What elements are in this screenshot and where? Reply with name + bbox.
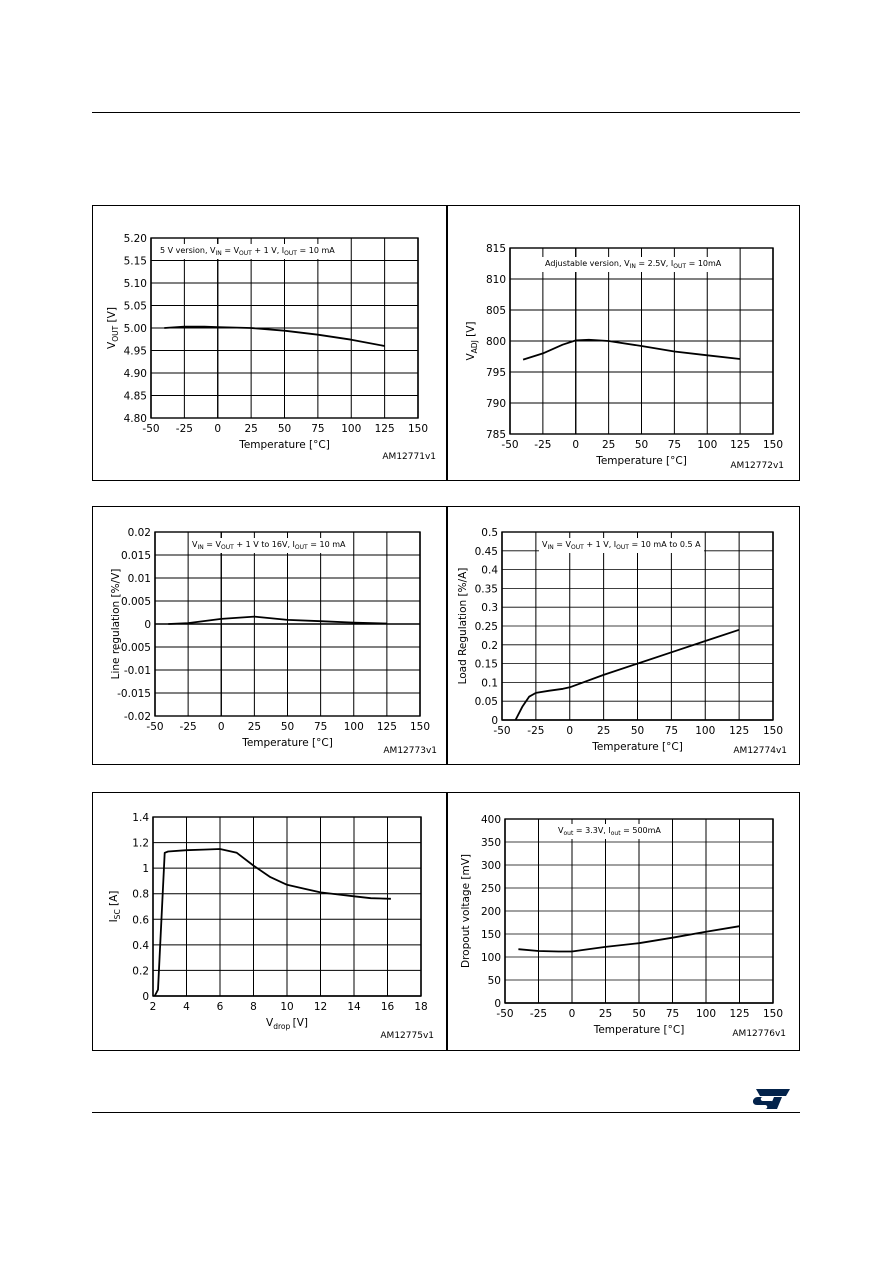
axis-label-text: [A] [108, 890, 120, 910]
y-tick-label: 815 [485, 243, 506, 255]
x-tick-label: -50 [146, 721, 164, 733]
y-tick-label: 5.00 [123, 323, 147, 335]
annotation-text: = 3.3V, I [573, 826, 611, 835]
y-tick-label: 0.2 [481, 639, 498, 652]
y-tick-label: 0.005 [120, 596, 151, 608]
y-tick-label: 805 [485, 305, 506, 317]
chart-6 [460, 814, 786, 1039]
annotation-text: = 10mA [686, 259, 722, 268]
y-axis-label [460, 854, 472, 968]
x-tick-label: 25 [596, 725, 611, 737]
y-tick-label: 0.02 [127, 527, 151, 539]
x-tick-label: 125 [730, 439, 751, 451]
x-tick-label: 100 [695, 725, 716, 737]
x-tick-label: 8 [250, 1001, 257, 1013]
axis-label-text: Temperature [°C] [596, 455, 687, 467]
axis-label-text: [V] [465, 321, 477, 341]
x-tick-label: 75 [313, 721, 328, 733]
annotation-text: + 1 V, I [583, 540, 617, 549]
axis-label-text: Temperature [°C] [592, 741, 683, 753]
x-tick-label: -25 [527, 725, 545, 737]
x-tick-label: -25 [529, 1008, 548, 1020]
x-axis-label [241, 737, 333, 749]
x-axis-label [593, 1024, 685, 1036]
x-tick-label: 0 [214, 423, 222, 435]
y-tick-label: 0 [142, 991, 149, 1003]
y-tick-label: 0.6 [132, 914, 149, 927]
x-tick-label: 150 [762, 1008, 784, 1020]
annotation-text: = 10 mA [307, 540, 346, 549]
st-logo [748, 1088, 790, 1110]
annotation-text: V [558, 826, 564, 835]
axis-label-text: V [106, 341, 118, 349]
y-tick-label: 4.95 [123, 345, 147, 358]
x-tick-label: 75 [665, 1008, 680, 1020]
annotation-text: = V [553, 540, 572, 549]
x-tick-label: 16 [380, 1001, 395, 1013]
y-tick-label: 0.35 [474, 583, 498, 596]
axis-label-text: [V] [106, 307, 118, 326]
footer-rule [92, 1112, 800, 1113]
y-tick-label: 5.05 [123, 300, 147, 313]
y-tick-label: 800 [485, 336, 506, 348]
y-tick-label: 4.80 [123, 413, 147, 425]
y-tick-label: 0.45 [474, 545, 498, 558]
y-axis-label [110, 569, 122, 680]
x-tick-label: -50 [142, 423, 160, 435]
x-tick-label: 150 [762, 725, 784, 737]
y-tick-label: 0.25 [474, 621, 498, 633]
y-tick-label: 1 [142, 863, 149, 876]
subscript: SC [113, 909, 122, 920]
x-axis-label [266, 1017, 308, 1031]
x-tick-label: 25 [244, 423, 258, 435]
subscript: IN [629, 263, 636, 270]
subscript: drop [273, 1022, 293, 1031]
x-tick-label: 100 [697, 439, 718, 451]
annotation-text: V [542, 540, 548, 549]
y-axis-label [457, 568, 469, 685]
annotation-text: Adjustable version, V [545, 259, 630, 268]
y-tick-label: 1.4 [132, 812, 149, 824]
chart-3 [110, 527, 437, 756]
subscript: IN [215, 250, 222, 257]
x-tick-label: 2 [149, 1001, 157, 1013]
x-tick-label: -50 [501, 439, 519, 451]
x-tick-label: -50 [493, 725, 511, 737]
y-tick-label: 0.01 [127, 573, 151, 585]
subscript: OUT [294, 544, 308, 551]
x-tick-label: 50 [280, 721, 295, 733]
x-tick-label: 125 [729, 1008, 750, 1020]
x-tick-label: 125 [376, 721, 397, 733]
axis-label-text: Temperature [°C] [242, 737, 333, 749]
subscript: OUT [284, 250, 297, 257]
x-tick-label: 4 [183, 1001, 190, 1013]
subscript: OUT [673, 263, 687, 270]
x-tick-label: 0 [568, 1008, 576, 1020]
axis-label-text: Line regulation [%/V] [110, 568, 122, 680]
x-axis-label [591, 741, 683, 753]
y-tick-label: 0.5 [481, 527, 498, 539]
axis-label-text: [V] [292, 1017, 308, 1029]
subscript: ADJ [470, 340, 479, 354]
annotation-text: = 500mA [620, 826, 661, 835]
y-tick-label: 1.2 [132, 837, 149, 850]
y-tick-label: -0.01 [123, 665, 151, 677]
x-tick-label: 100 [341, 423, 362, 435]
y-axis-label [108, 891, 122, 923]
y-tick-label: 0 [491, 715, 498, 727]
y-tick-label: 400 [480, 814, 501, 826]
y-tick-label: 0.015 [120, 550, 151, 562]
y-tick-label: 4.85 [123, 390, 147, 403]
subscript: IN [547, 544, 554, 551]
x-tick-label: 100 [343, 721, 364, 733]
y-tick-label: 4.90 [123, 368, 147, 380]
figure-reference-id: AM12776v1 [732, 1029, 786, 1039]
data-line [155, 849, 391, 996]
subscript: OUT [571, 544, 584, 551]
x-tick-label: 150 [762, 439, 784, 451]
x-tick-label: 0 [566, 725, 574, 737]
x-tick-label: 0 [572, 439, 580, 451]
subscript: OUT [616, 544, 629, 551]
x-tick-label: 75 [311, 423, 325, 435]
x-tick-label: 125 [729, 725, 750, 737]
y-tick-label: 100 [480, 952, 501, 964]
y-axis-label [465, 321, 479, 360]
annotation-text: = V [203, 540, 222, 549]
x-tick-label: 18 [414, 1001, 428, 1013]
y-tick-label: -0.015 [117, 688, 151, 700]
x-tick-label: 100 [695, 1008, 717, 1020]
x-tick-label: 12 [313, 1001, 328, 1013]
y-tick-label: 0.3 [481, 602, 498, 615]
y-tick-label: 0.15 [474, 658, 498, 671]
figure-reference-id: AM12773v1 [383, 746, 437, 756]
annotation-text: = 10 mA to 0.5 A [628, 540, 701, 549]
subscript: out [610, 830, 621, 837]
subscript: OUT [239, 250, 252, 257]
x-tick-label: 14 [347, 1001, 361, 1013]
y-tick-label: 250 [480, 883, 501, 895]
y-tick-label: 300 [480, 860, 501, 872]
y-tick-label: -0.02 [123, 711, 151, 723]
figure-reference-id: AM12774v1 [733, 746, 787, 756]
annotation-text: = V [221, 246, 240, 255]
y-tick-label: 5.20 [123, 233, 147, 245]
y-tick-label: 5.15 [123, 255, 147, 268]
x-tick-label: 150 [407, 423, 429, 435]
x-tick-label: 75 [667, 439, 682, 451]
axis-label-text: V [465, 353, 477, 361]
x-tick-label: 50 [634, 439, 649, 451]
y-tick-label: 790 [485, 398, 506, 410]
y-tick-label: 0.4 [481, 564, 498, 577]
x-tick-label: -25 [534, 439, 552, 451]
x-tick-label: 50 [632, 1008, 646, 1020]
axis-label-text: Load Regulation [%/A] [457, 567, 469, 685]
figure-reference-id: AM12772v1 [730, 461, 784, 471]
st-logo-top-bar [756, 1089, 790, 1096]
x-tick-label: 0 [217, 721, 225, 733]
x-axis-label [595, 455, 687, 467]
y-tick-label: -0.005 [117, 642, 151, 654]
chart-4 [457, 527, 787, 756]
annotation-text: + 1 V, I [251, 246, 285, 255]
y-tick-label: 0.05 [474, 696, 498, 709]
y-tick-label: 810 [485, 274, 506, 286]
axis-label-text: Temperature [°C] [239, 439, 330, 451]
x-tick-label: 50 [630, 725, 645, 737]
y-tick-label: 150 [480, 929, 501, 941]
chart-1 [106, 233, 436, 462]
y-tick-label: 50 [487, 975, 501, 987]
x-tick-label: -50 [496, 1008, 514, 1020]
y-tick-label: 0.1 [481, 677, 498, 690]
x-tick-label: 150 [409, 721, 431, 733]
subscript: out [563, 830, 574, 837]
y-tick-label: 785 [485, 429, 506, 441]
x-tick-label: 125 [374, 423, 395, 435]
figure-reference-id: AM12771v1 [382, 452, 436, 462]
annotation-text: V [192, 540, 198, 549]
figure-reference-id: AM12775v1 [380, 1031, 434, 1041]
annotation-text: = 10 mA [296, 246, 335, 255]
x-tick-label: 50 [277, 423, 292, 435]
x-tick-label: 25 [601, 439, 616, 451]
annotation-text: + 1 V to 16V, I [233, 540, 295, 549]
y-tick-label: 350 [480, 837, 501, 849]
x-tick-label: 25 [247, 721, 262, 733]
y-tick-label: 795 [485, 367, 506, 379]
x-tick-label: -25 [179, 721, 197, 733]
x-axis-label [238, 439, 330, 451]
chart-5 [108, 812, 434, 1041]
x-tick-label: 75 [664, 725, 679, 737]
y-tick-label: 200 [480, 906, 501, 918]
axis-label-text: I [108, 919, 120, 923]
subscript: OUT [221, 544, 234, 551]
annotation-text: = 2.5V, I [635, 259, 674, 268]
x-tick-label: 10 [280, 1001, 294, 1013]
axis-label-text: Temperature [°C] [593, 1024, 685, 1036]
x-tick-label: 25 [598, 1008, 613, 1020]
x-tick-label: 6 [216, 1001, 224, 1013]
annotation-text: 5 V version, V [160, 246, 216, 255]
y-tick-label: 0 [144, 619, 151, 631]
y-axis-label [106, 307, 120, 349]
y-tick-label: 0.2 [132, 965, 149, 978]
y-tick-label: 0.4 [132, 939, 149, 952]
x-tick-label: -25 [175, 423, 193, 435]
chart-2 [465, 243, 784, 471]
axis-label-text: V [266, 1017, 274, 1029]
y-tick-label: 0 [494, 998, 501, 1010]
y-tick-label: 5.10 [123, 278, 147, 290]
axis-label-text: Dropout voltage [mV] [460, 854, 472, 968]
subscript: OUT [111, 325, 120, 342]
y-tick-label: 0.8 [132, 888, 149, 901]
subscript: IN [197, 544, 204, 551]
